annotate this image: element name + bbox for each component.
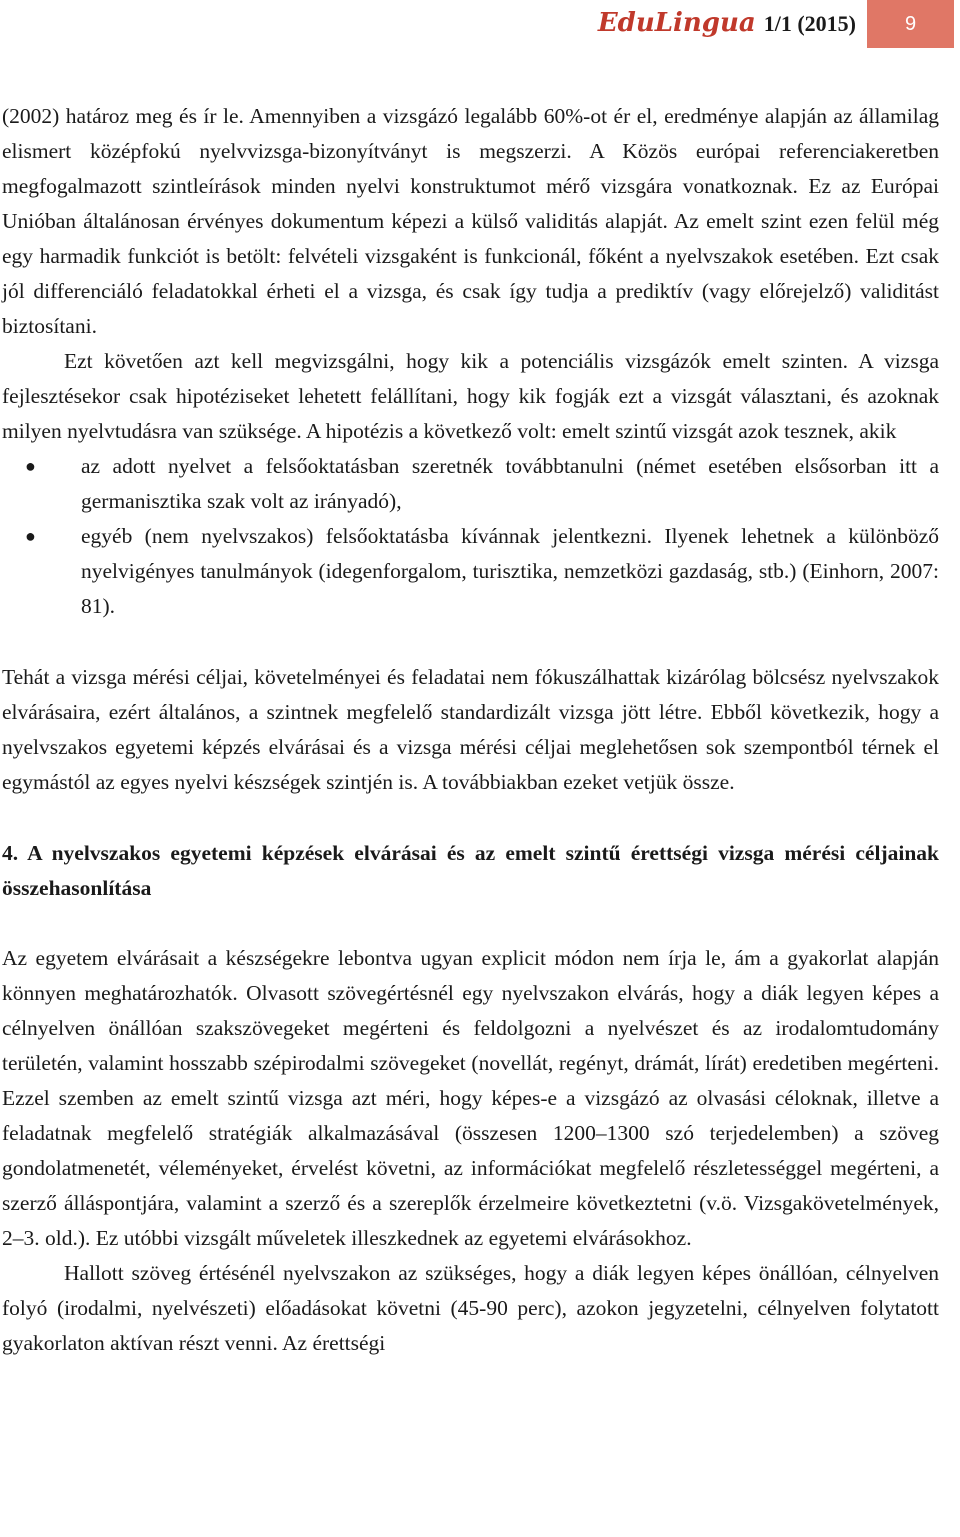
spacer	[2, 906, 939, 941]
list-item: ● egyéb (nem nyelvszakos) felsőoktatásba kívánnak jelentkezni. Ilyenek lehetnek a különböző nyelvigényes tanulmányok (idegenforgalom, turisztika, nemzetközi gazdaság, stb.) (Einhorn, 2007: 81).	[2, 519, 939, 624]
page-number: 9	[867, 0, 954, 48]
paragraph-summary: Tehát a vizsga mérési céljai, követelményei és feladatai nem fókuszálhattak kizárólag bölcsész nyelvszakok elvárásaira, ezért általános, a szintnek megfelelő standardizált vizsga jött létre. Ebből következik, hogy a nyelvszakos egyetemi képzés elvárásai és a vizsga mérési céljai meglehetősen sok szempontból térnek el egymástól az egyes nyelvi készségek szintjén is. A továbbiakban ezeket vetjük össze.	[2, 665, 939, 794]
journal-title	[598, 8, 856, 38]
paragraph-reading-comprehension: Az egyetem elvárásait a készségekre lebontva ugyan explicit módon nem írja le, ám a gyakorlat alapján könnyen meghatározhatók. Olvasott szövegértésnél egy nyelvszakon elvárás, hogy a diák legyen képes a célnyelven önállóan szakszövegeket megérteni és feldolgozni a nyelvészet és az irodalomtudomány területén, valamint hosszabb szépirodalmi szövegeket (novellát, regényt, drámát, lírát) eredetiben megérteni. Ezzel szemben az emelt szintű vizsga azt méri, hogy képes-e a vizsgázó az olvasási céloknak, illetve a feladatnak megfelelő stratégiák alkalmazásával (összesen 1200–1300 szó terjedelemben) a szöveg gondolatmenetét, véleményeket, érvelést követni, az információkat megfelelő részletességgel megérteni, a szerző álláspontjára, valamint a szerző és a szereplők érzelmeire következtetni (v.ö. Vizsgakövetelmények, 2–3. old.). Ez utóbbi vizsgált műveletek illeszkednek az egyetemi elvárásokhoz.	[2, 946, 939, 1250]
candidate-list	[2, 449, 939, 624]
journal-brand: EduLingua	[597, 8, 756, 38]
paragraph-validity: (2002) határoz meg és ír le. Amennyiben a vizsgázó legalább 60%-ot ér el, eredménye alapján az államilag elismert középfokú nyelvvizsga-bizonyítványt is megszerzi. A Közös európai referenciakeretben megfogalmazott szintleírások minden nyelvi konstruktumot mérő vizsgára vonatkoznak. Ez az Európai Unióban általánosan érvényes dokumentum képezi a külső validitás alapját. Az emelt szint ezen felül még egy harmadik funkciót is betölt: felvételi vizsgaként is funkcionál, főként a nyelvszakok esetében. Ezt csak jól differenciáló feladatokkal érheti el a vizsga, és csak így tudja a prediktív (vagy előrejelző) validitást biztosítani.	[2, 104, 939, 338]
list-item: ● az adott nyelvet a felsőoktatásban szeretnék továbbtanulni (német esetében elsősorban itt a germanisztika szak volt az irányadó),	[2, 449, 939, 519]
bullet-icon: ●	[25, 456, 36, 476]
journal-issue: 1/1 (2015)	[763, 11, 856, 36]
spacer	[2, 624, 939, 660]
article-body	[2, 99, 939, 1361]
page-header	[0, 0, 960, 50]
paragraph-candidates: Ezt követően azt kell megvizsgálni, hogy kik a potenciális vizsgázók emelt szinten. A vizsga fejlesztésekor csak hipotéziseket lehetett felállítani, hogy kik fogják ezt a vizsgát választani, és azoknak milyen nyelvtudásra van szüksége. A hipotézis a következő volt: emelt szintű vizsgát azok tesznek, akik	[2, 349, 939, 443]
spacer	[2, 800, 939, 836]
bullet-icon: ●	[25, 526, 36, 546]
paragraph-listening-comprehension: Hallott szöveg értésénél nyelvszakon az szükséges, hogy a diák legyen képes önállóan, célnyelven folyó (irodalmi, nyelvészeti) előadásokat követni (45-90 perc), azokon jegyzetelni, célnyelven folytatott gyakorlaton aktívan részt venni. Az érettségi	[2, 1261, 939, 1355]
section-heading: 4. A nyelvszakos egyetemi képzések elvárásai és az emelt szintű érettségi vizsga mérési céljainak összehasonlítása	[2, 841, 939, 900]
